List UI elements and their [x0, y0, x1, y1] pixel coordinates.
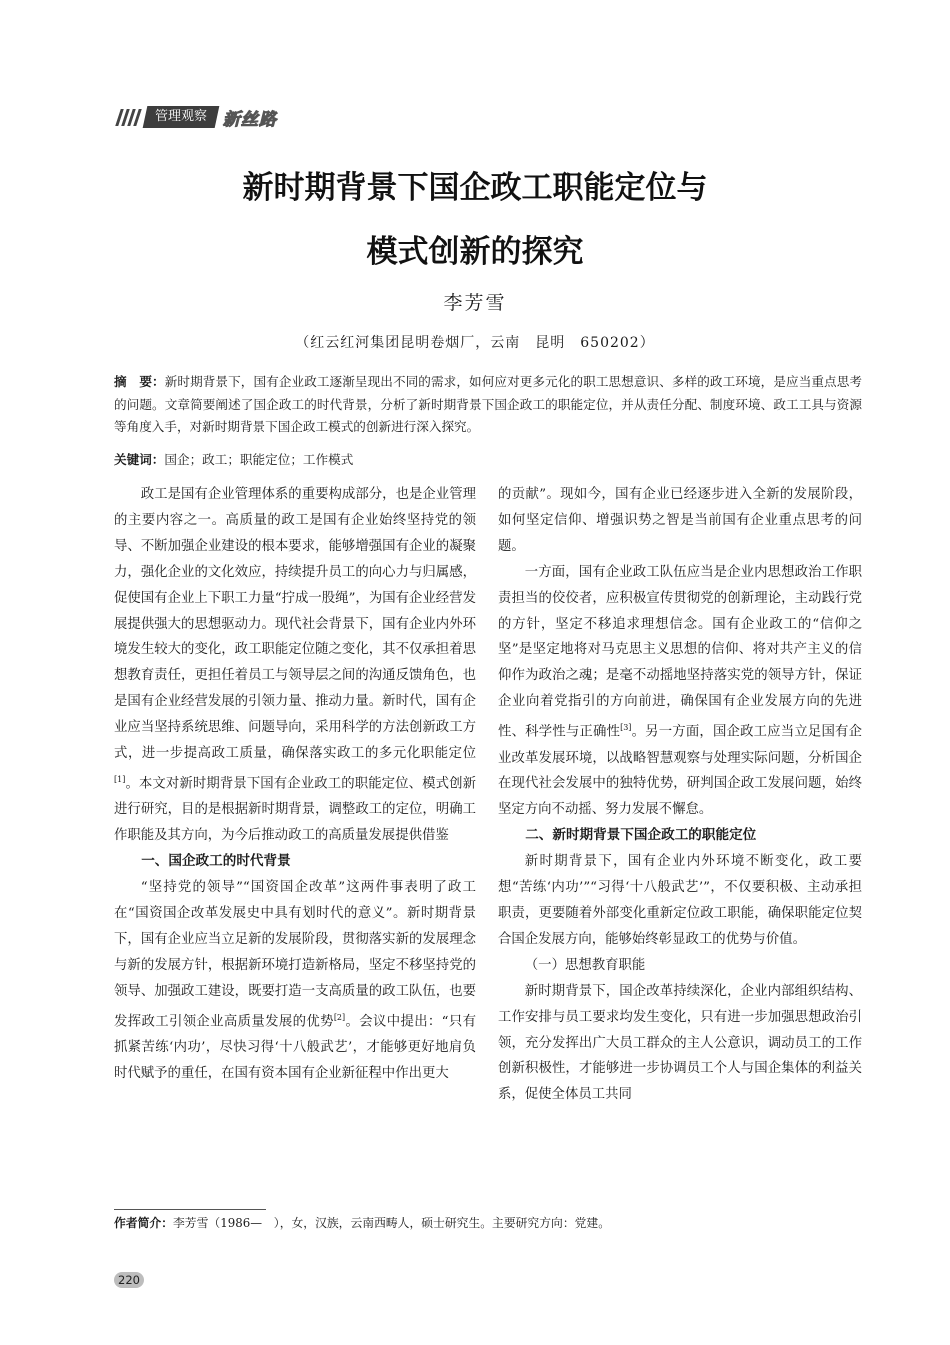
abstract	[114, 371, 862, 439]
section-tag	[143, 106, 220, 128]
section-heading: 一、国企政工的时代背景	[141, 853, 291, 870]
paragraph-text: 政工是国有企业管理体系的重要构成部分，也是企业管理的主要内容之一。高质量的政工是国有企业始终坚持党的领导、不断加强企业建设的根本要求，能够增强国有企业的凝聚力，强化企业的文化效应，持续提升员工的向心力与归属感，促使国有企业上下职工力量“拧成一股绳”，为国有企业经营发展提供强大的思想驱动力。现代社会背景下，国有企业内外环境发生较大的变化，政工职能定位随之变化，其不仅承担着思想教育责任，更担任着员工与领导层之间的沟通反馈角色，也是国有企业经营发展的引领力量、推动力量。新时代，国有企业应当坚持系统思维、问题导向，采用科学的方法创新政工方式，进一步提高政工质量，确保落实政工的多元化职能定位	[114, 487, 476, 762]
keywords-label: 关键词：	[114, 452, 165, 467]
article-title-line-2: 模式创新的探究	[366, 234, 584, 270]
paragraph: 新时期背景下，国有企业内外环境不断变化，政工要想“苦练‘内功’”“习得‘十八般武艺’”，不仅要积极、主动承担职责，更要随着外部变化重新定位政工职能，确保职能定位契合国企发展方向，能够始终彰显政工的优势与价值。	[498, 854, 862, 947]
footnote-rule	[114, 1209, 266, 1210]
journal-brand: 新丝路	[223, 109, 278, 130]
paragraph-text: 一方面，国有企业政工队伍应当是企业内思想政治工作职责担当的佼佼者，应积极宣传贯彻党的创新理论，主动践行党的方针，坚定不移追求理想信念。国有企业政工的“信仰之坚”是坚定地将对马克思主义思想的信仰、将对共产主义的信仰作为政治之魂；是毫不动摇地坚持落实党的领导方针，保证企业向着党指引的方向前进，确保国有企业发展方向的先进性、科学性与正确性	[498, 564, 862, 740]
page-number: 220	[114, 1272, 144, 1288]
author-name: 李芳雪	[443, 292, 507, 314]
keywords-text: 国企；政工；职能定位；工作模式	[164, 452, 354, 467]
article-title-line-1: 新时期背景下国企政工职能定位与	[242, 170, 708, 206]
paragraph: 新时期背景下，国企改革持续深化，企业内部组织结构、工作安排与员工要求均发生变化，只有进一步加强思想政治引领，充分发挥出广大员工群众的主人公意识，调动员工的工作创新积极性，才能够进一步协调员工个人与国企集体的利益关系，促使全体员工共同	[498, 983, 862, 1103]
subsection-heading: （一）思想教育职能	[524, 957, 646, 973]
paragraph: 的贡献”。现如今，国有企业已经逐步进入全新的发展阶段，如何坚定信仰、增强识势之智是当前国有企业重点思考的问题。	[498, 487, 862, 554]
section-header	[118, 106, 277, 128]
author-affiliation: （红云红河集团昆明卷烟厂，云南 昆明 650202）	[295, 335, 655, 351]
citation: [1]	[114, 774, 126, 784]
paragraph	[114, 482, 476, 849]
paragraph-text: 。另一方面，国企政工应当立足国有企业改革发展环境，以战略智慧观察与处理实际问题，分析国企在现代社会发展中的独特优势，研判国企政工发展问题，始终坚定方向不动摇、努力发展不懈怠。	[498, 724, 863, 818]
author-footnote	[114, 1214, 610, 1232]
body-column-left	[114, 482, 476, 1087]
paragraph-text: 。本文对新时期背景下国有企业政工的职能定位、模式创新进行研究，目的是根据新时期背景，调整政工的定位，明确工作职能及其方向，为今后推动政工的高质量发展提供借鉴	[114, 776, 476, 844]
footnote-label: 作者简介：	[114, 1216, 173, 1230]
paragraph	[114, 875, 476, 1087]
abstract-label: 摘 要：	[114, 374, 165, 389]
section-tag-label: 管理观察	[155, 109, 208, 124]
keywords	[114, 449, 862, 471]
paragraph-text: 。会议中提出：“只有抓紧苦练‘内功’，尽快习得‘十八般武艺’，才能够更好地肩负时代赋予的重任，在国有资本国有企业新征程中作出更大	[114, 1014, 476, 1081]
citation: [2]	[333, 1012, 346, 1022]
section-heading: 二、新时期背景下国企政工的职能定位	[525, 827, 757, 844]
body-column-right	[498, 482, 862, 1108]
paragraph	[498, 560, 862, 824]
abstract-text: 新时期背景下，国有企业政工逐渐呈现出不同的需求，如何应对更多元化的职工思想意识、多样的政工环境，是应当重点思考的问题。文章简要阐述了国企政工的时代背景，分析了新时期背景下国企政工的职能定位，并从责任分配、制度环境、政工工具与资源等角度入手，对新时期背景下国企政工模式的创新进行深入探究。	[114, 374, 863, 434]
citation: [3]	[620, 723, 632, 733]
paragraph-text: “坚持党的领导”“国资国企改革”这两件事表明了政工在“国资国企改革发展史中具有划时代的意义”。新时期背景下，国有企业应当立足新的发展阶段，贯彻落实新的发展理念与新的发展方针，根据新环境打造新格局，坚定不移坚持党的领导、加强政工建设，既要打造一支高质量的政工队伍，也要发挥政工引领企业高质量发展的优势	[114, 880, 476, 1030]
footnote-text: 李芳雪（1986— ），女，汉族，云南西畴人，硕士研究生。主要研究方向：党建。	[173, 1216, 611, 1230]
header-stripes	[118, 109, 139, 126]
